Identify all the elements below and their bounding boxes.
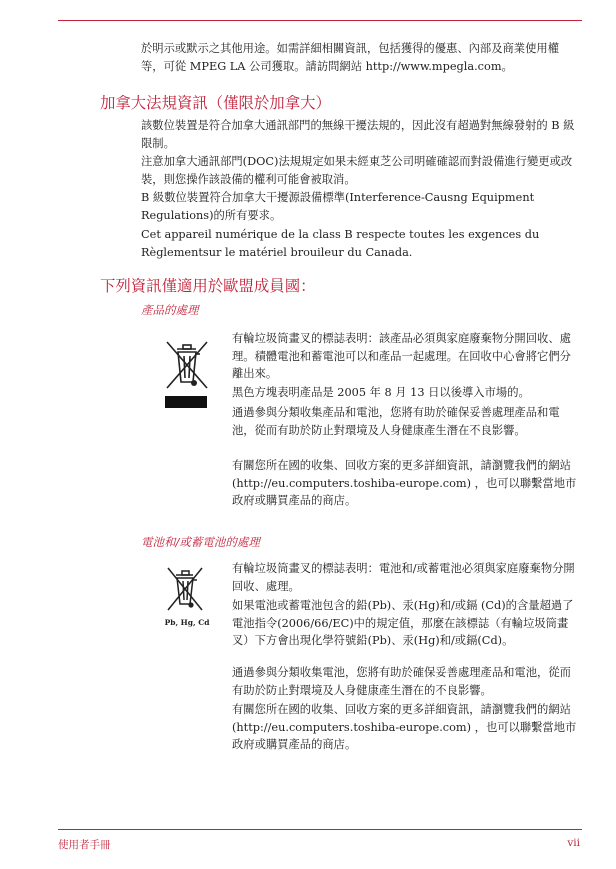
footer-title: 使用者手冊 (58, 839, 111, 851)
battery-paragraph-2: 如果電池或蓄電池包含的鉛(Pb)、汞(Hg)和/或鎘 (Cd)的含量超過了電池指令(2006/66/EC)中的規定值，那麼在該標誌（有輪垃圾筒畫叉）下方會出現化學符號鉛(Pb)、汞(Hg)和/或鎘(Cd)。 (232, 599, 574, 648)
battery-chemical-symbols: Pb, Hg, Cd (164, 618, 210, 627)
canada-heading: 加拿大法規資訊（僅限於加拿大） (100, 94, 331, 112)
product-paragraph-3: 通過參與分類收集產品和電池，您將有助於確保妥善處理產品和電池，從而有助於防止對環境及人身健康產生潛在不良影響。 (232, 406, 560, 437)
eu-heading: 下列資訊僅適用於歐盟成員國： (100, 277, 316, 295)
product-paragraph-2: 黑色方塊表明產品是 2005 年 8 月 13 日以後導入市場的。 (232, 386, 530, 399)
product-paragraph-1: 有輪垃圾筒畫叉的標誌表明：該產品必須與家庭廢棄物分開回收、處理。積體電池和蓄電池可以和產品一起處理。在回收中心會將它們分離出來。 (232, 332, 571, 381)
canada-paragraph-2: 注意加拿大通訊部門(DOC)法規規定如果未經東芝公司明確確認而對設備進行變更或改裝，則您操作該設備的權利可能會被取消。 (141, 155, 573, 186)
page-number: vii (567, 837, 580, 849)
canada-paragraph-4: Cet appareil numérique de la class B respecte toutes les exgences du Règlementsur le matériel brouileur du Canada. (141, 228, 540, 259)
battery-disposal-subheading: 電池和/或蓄電池的處理 (141, 535, 260, 549)
crossed-bin-icon (163, 338, 211, 410)
battery-paragraph-4: 有關您所在國的收集、回收方案的更多詳細資訊，請瀏覽我們的網站(http://eu.computers.toshiba-europe.com) ，也可以聯繫當地市政府或購買產品的商店。 (232, 703, 577, 752)
canada-paragraph-1: 該數位裝置是符合加拿大通訊部門的無線干擾法規的，因此沒有超過對無線發射的 B 級限制。 (141, 119, 575, 150)
intro-paragraph: 於明示或默示之其他用途。如需詳細相關資訊，包括獲得的優惠、內部及商業使用權等，可從 MPEG LA 公司獲取。請訪問網站 http://www.mpegla.com。 (141, 42, 559, 73)
header-rule (58, 20, 582, 21)
product-disposal-subheading: 產品的處理 (141, 303, 199, 317)
footer-rule (58, 829, 582, 830)
crossed-bin-battery-icon (165, 566, 205, 616)
canada-paragraph-3: B 級數位裝置符合加拿大干擾源設備標準(Interference-Causng Equipment Regulations)的所有要求。 (141, 191, 535, 222)
battery-paragraph-3: 通過參與分類收集電池，您將有助於確保妥善處理產品和電池，從而有助於防止對環境及人身健康產生潛在的不良影響。 (232, 666, 571, 697)
product-paragraph-4: 有關您所在國的收集、回收方案的更多詳細資訊，請瀏覽我們的網站(http://eu.computers.toshiba-europe.com) ，也可以聯繫當地市政府或購買產品的商店。 (232, 459, 577, 508)
battery-paragraph-1: 有輪垃圾筒畫叉的標誌表明：電池和/或蓄電池必須與家庭廢棄物分開回收、處理。 (232, 562, 575, 593)
